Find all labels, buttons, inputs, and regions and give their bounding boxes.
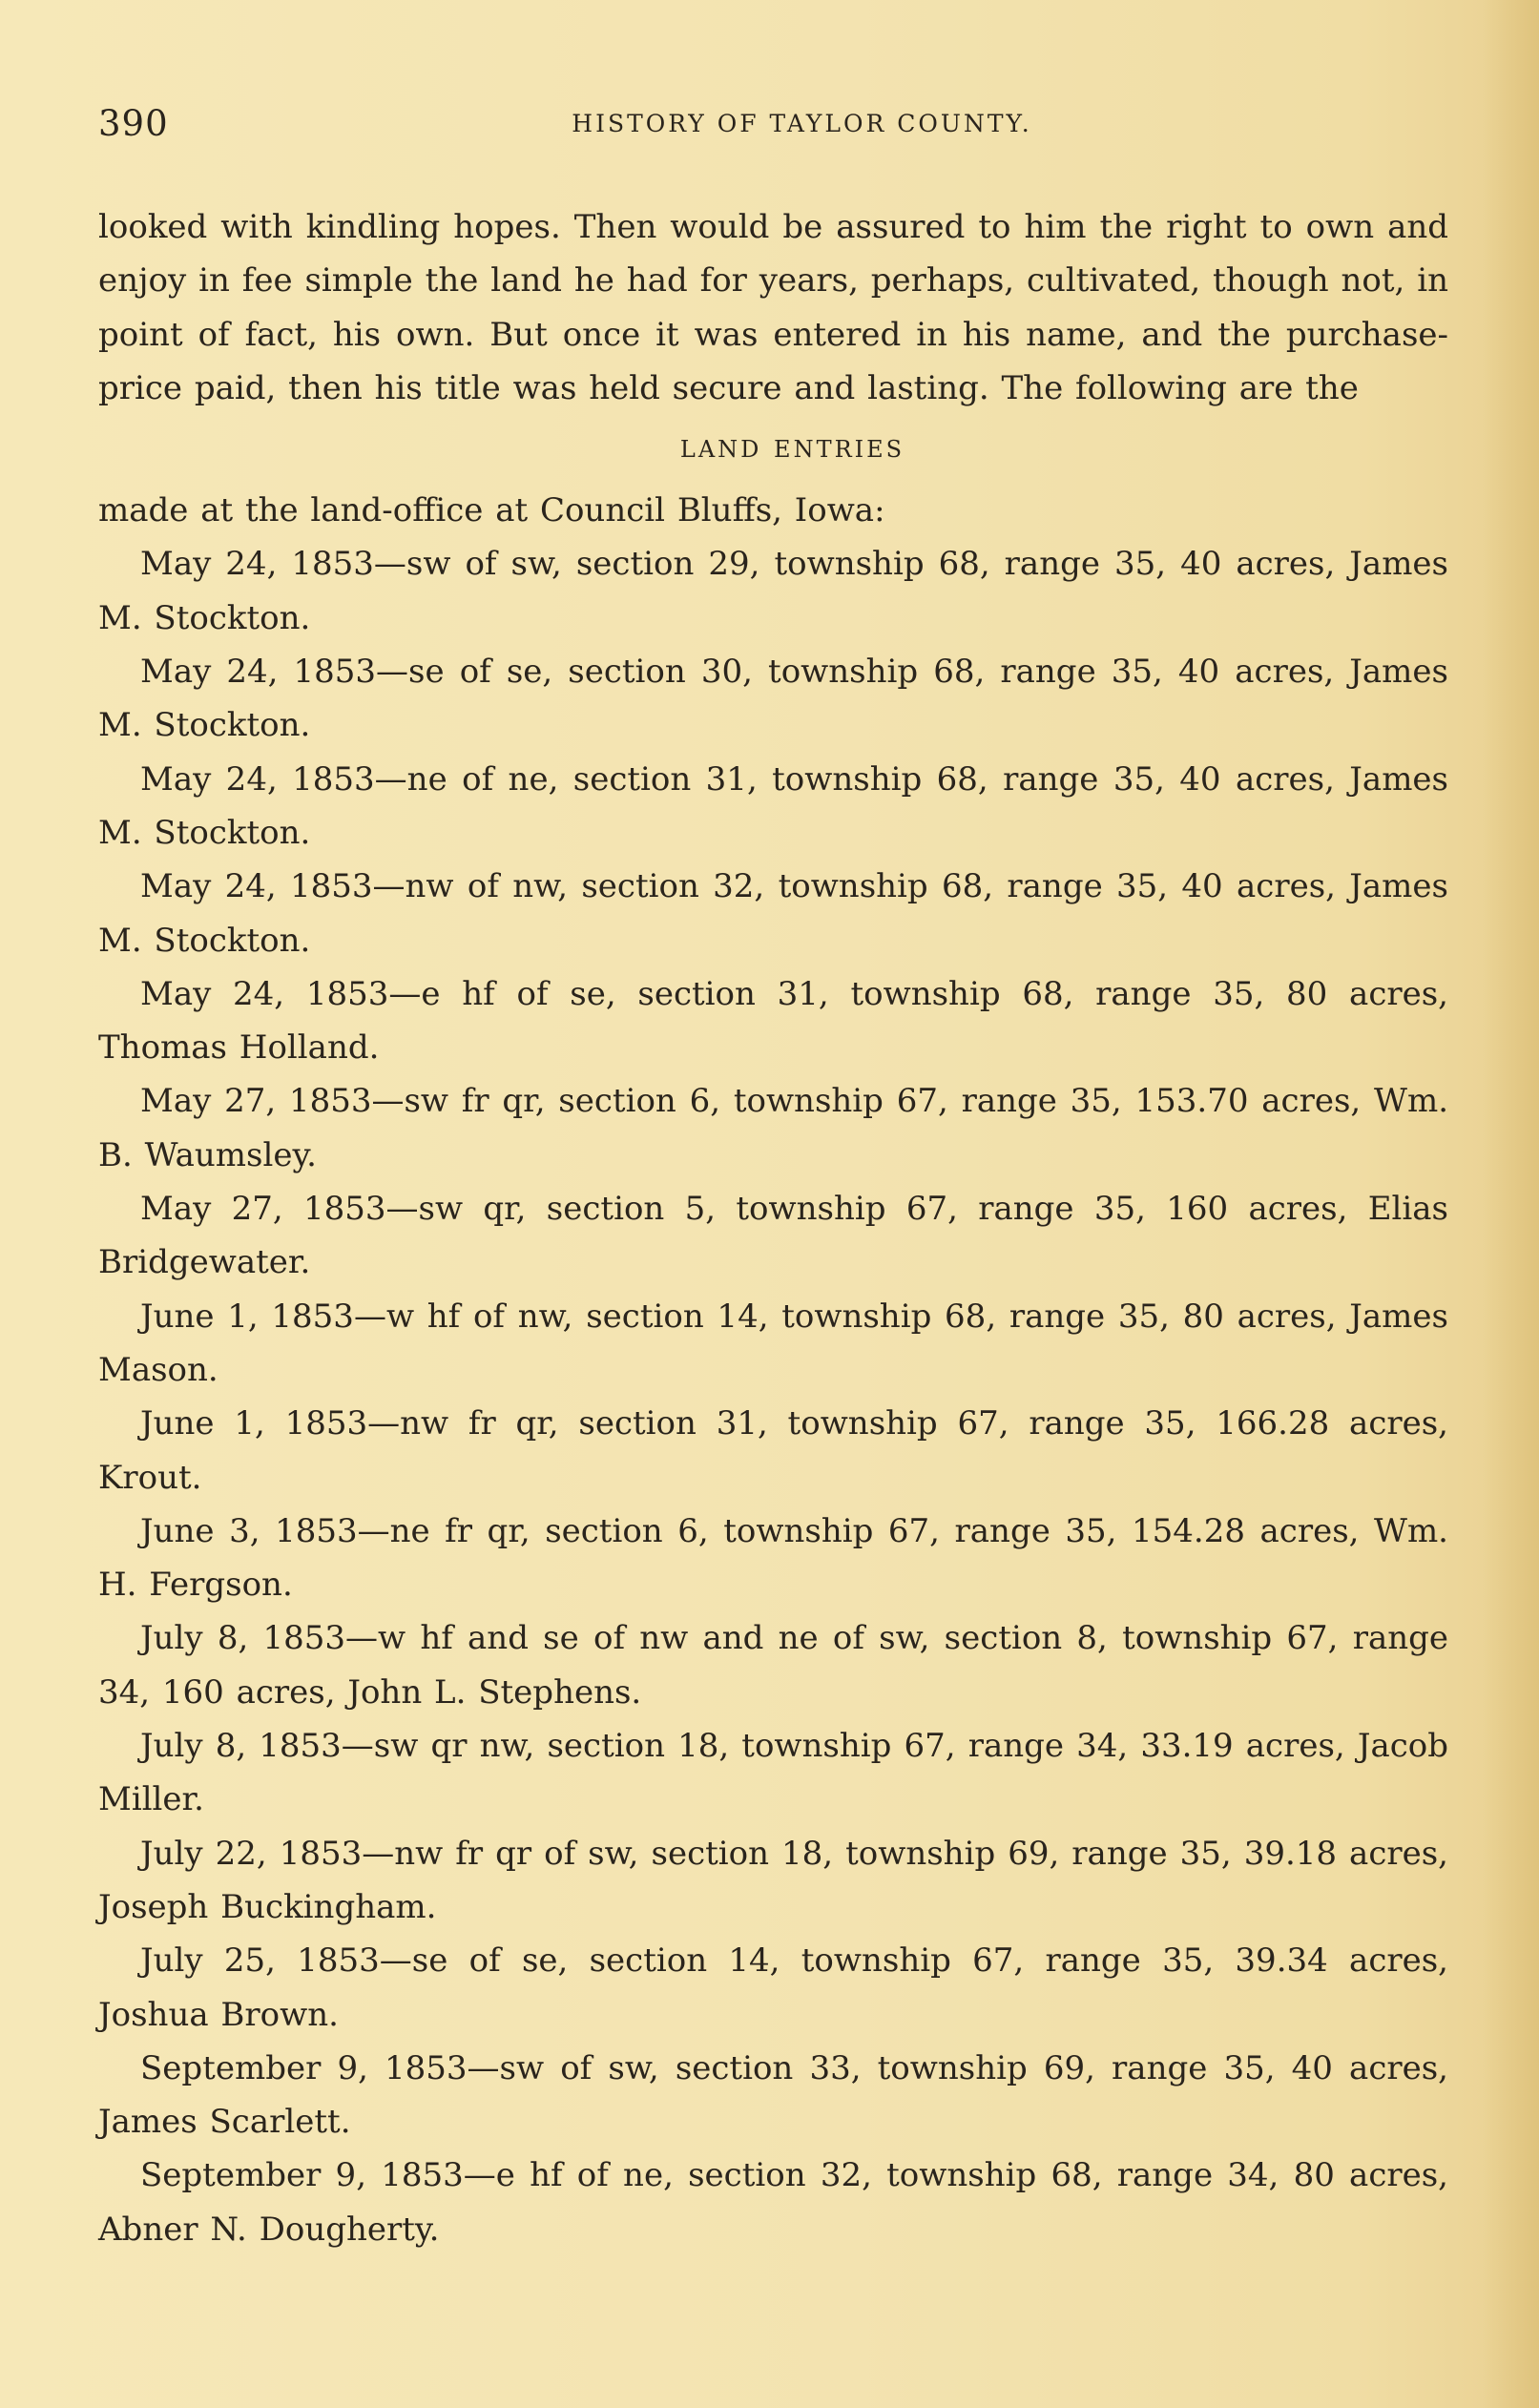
land-entry: July 22, 1853—nw fr qr of sw, section 18, township 69, range 35, 39.18 acres, Joseph Buckingham. xyxy=(98,1834,1448,1926)
land-entry: May 24, 1853—ne of ne, section 31, township 68, range 35, 40 acres, James M. Stockton. xyxy=(98,759,1448,852)
land-entry: May 24, 1853—e hf of se, section 31, township 68, range 35, 80 acres, Thomas Holland. xyxy=(98,974,1448,1068)
land-entry: June 1, 1853—nw fr qr, section 31, township 67, range 35, 166.28 acres, Krout. xyxy=(98,1404,1448,1497)
land-entry: July 8, 1853—w hf and se of nw and ne of sw, section 8, township 67, range 34, 160 acres, John L. Stephens. xyxy=(98,1619,1448,1712)
land-entry: May 24, 1853—sw of sw, section 29, township 68, range 35, 40 acres, James M. Stockton. xyxy=(98,545,1448,637)
body-text xyxy=(98,200,1448,2256)
section-heading: LAND ENTRIES xyxy=(679,436,905,464)
page-number: 390 xyxy=(98,103,169,144)
intro-paragraph: looked with kindling hopes. Then would be assured to him the right to own and enjoy in fee simple the land he had for years, perhaps, cultivated, though not, in point of fact, his own. But once it was entered in his name, and the purchase-price paid, then his title was held secure and lasting. The following are the xyxy=(98,208,1448,407)
land-entry: May 24, 1853—se of se, section 30, township 68, range 35, 40 acres, James M. Stockton. xyxy=(98,653,1448,745)
lead-paragraph: made at the land-office at Council Bluffs, Iowa: xyxy=(98,491,885,530)
land-entry: May 27, 1853—sw qr, section 5, township 67, range 35, 160 acres, Elias Bridgewater. xyxy=(98,1190,1448,1282)
land-entry: May 27, 1853—sw fr qr, section 6, township 67, range 35, 153.70 acres, Wm. B. Waumsley. xyxy=(98,1082,1448,1174)
running-title: HISTORY OF TAYLOR COUNTY. xyxy=(572,110,1032,137)
land-entry: September 9, 1853—sw of sw, section 33, township 69, range 35, 40 acres, James Scarlett. xyxy=(98,2048,1448,2142)
land-entry: July 8, 1853—sw qr nw, section 18, township 67, range 34, 33.19 acres, Jacob Miller. xyxy=(98,1727,1448,1819)
land-entry: July 25, 1853—se of se, section 14, township 67, range 35, 39.34 acres, Joshua Brown. xyxy=(98,1941,1448,2034)
land-entry: June 3, 1853—ne fr qr, section 6, township 67, range 35, 154.28 acres, Wm. H. Fergson. xyxy=(98,1511,1448,1605)
land-entry: June 1, 1853—w hf of nw, section 14, township 68, range 35, 80 acres, James Mason. xyxy=(98,1297,1448,1389)
land-entry: May 24, 1853—nw of nw, section 32, township 68, range 35, 40 acres, James M. Stockton. xyxy=(98,867,1448,960)
running-head xyxy=(98,95,1448,153)
land-entry: September 9, 1853—e hf of ne, section 32, township 68, range 34, 80 acres, Abner N. Dougherty. xyxy=(98,2156,1448,2249)
